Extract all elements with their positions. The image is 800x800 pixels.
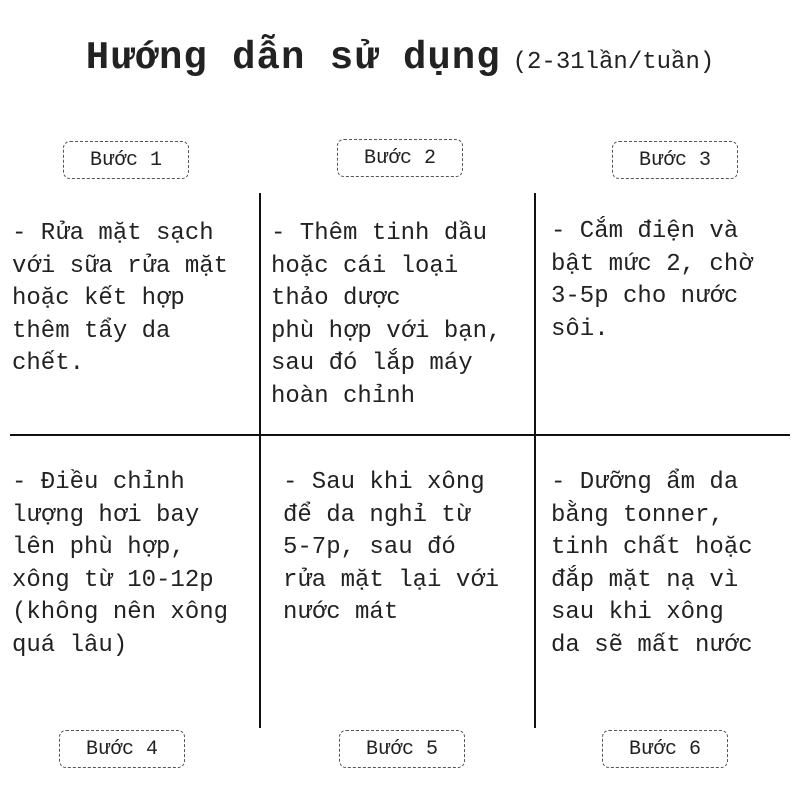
step-4-text: - Điều chỉnh lượng hơi bay lên phù hợp, xông từ 10-12p (không nên xông quá lâu) [12,469,229,659]
grid-divider-vertical-left [259,193,261,728]
step-1-text: - Rửa mặt sạch với sữa rửa mặt hoặc kết hợp thêm tẩy da chết. [12,220,229,377]
step-4-badge: Bước 4 [59,730,185,768]
step-5-badge: Bước 5 [339,730,465,768]
step-2-text: - Thêm tinh dầu hoặc cái loại thảo dược phù hợp với bạn, sau đó lắp máy hoàn chỉnh [271,220,502,410]
step-2-badge: Bước 2 [337,139,463,177]
page-subtitle: (2-31lần/tuần) [512,49,715,76]
step-6-badge: Bước 6 [602,730,728,768]
step-6-text: - Dưỡng ẩm da bằng tonner, tinh chất hoặc đắp mặt nạ vì sau khi xông da sẽ mất nước [551,469,753,659]
step-3-text: - Cắm điện và bật mức 2, chờ 3-5p cho nước sôi. [551,218,753,343]
grid-divider-horizontal [10,434,790,436]
step-3-badge: Bước 3 [612,141,738,179]
header [0,36,800,80]
page-title: Hướng dẫn sử dụng [85,36,501,80]
grid-divider-vertical-right [534,193,536,728]
step-5-text: - Sau khi xông để da nghỉ từ 5-7p, sau đó rửa mặt lại với nước mát [283,469,500,626]
step-1-badge: Bước 1 [63,141,189,179]
